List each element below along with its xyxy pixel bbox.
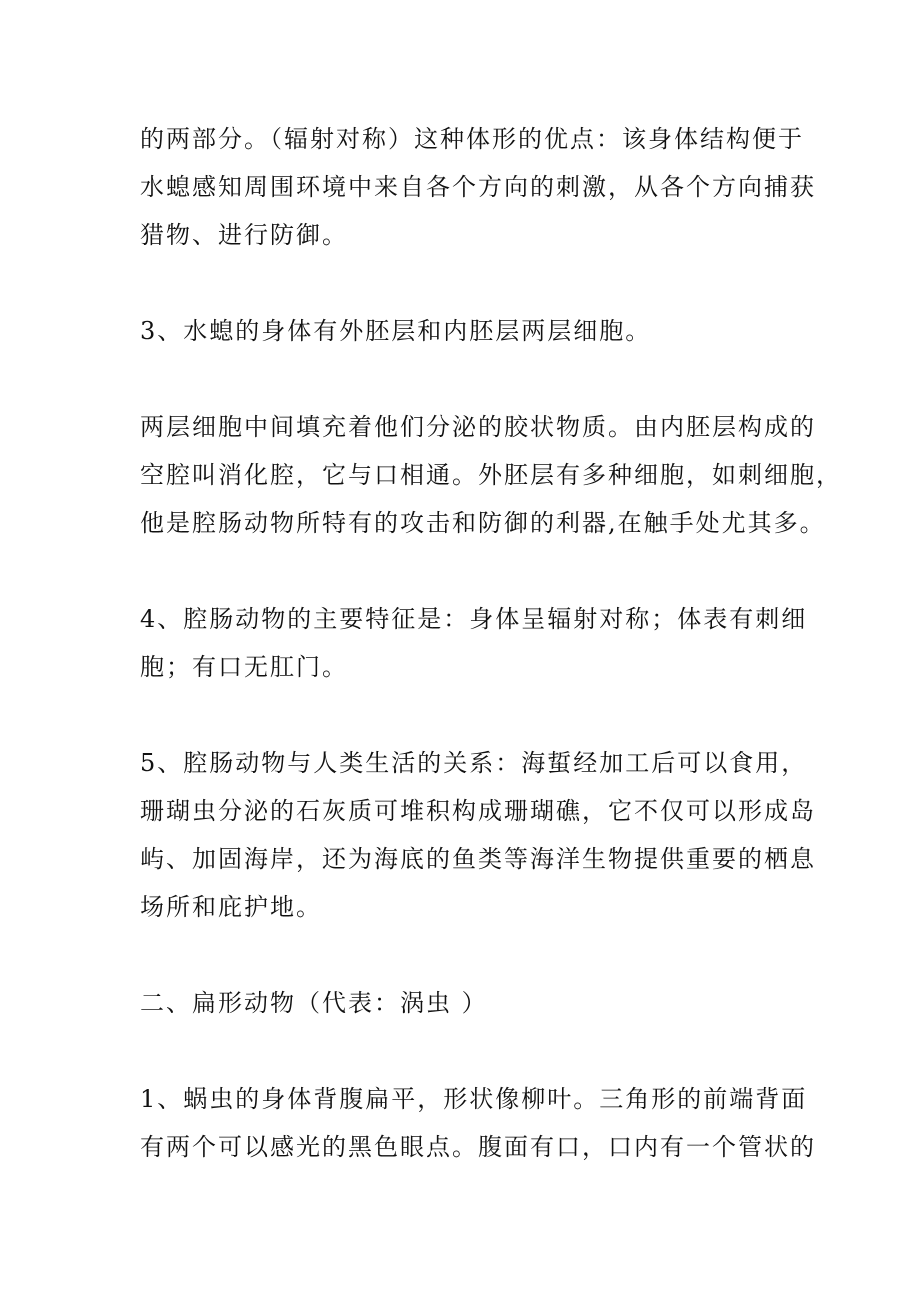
section-heading-flatworms — [140, 979, 790, 1027]
text-line: 他是腔肠动物所特有的攻击和防御的利器,在触手处尤其多。 — [140, 509, 826, 537]
paragraph-coelenterate-features — [140, 595, 808, 691]
text-line: 4、腔肠动物的主要特征是：身体呈辐射对称；体表有刺细 — [140, 605, 808, 633]
text-line: 胞；有口无肛门。 — [140, 653, 348, 681]
text-line: 有两个可以感光的黑色眼点。腹面有口，口内有一个管状的 — [140, 1133, 816, 1161]
text-line: 场所和庇护地。 — [140, 893, 322, 921]
text-line: 1、蜗虫的身体背腹扁平，形状像柳叶。三角形的前端背面 — [140, 1085, 808, 1113]
paragraph-cell-layers — [140, 403, 842, 547]
text-line: 3、水螅的身体有外胚层和内胚层两层细胞。 — [140, 317, 652, 345]
text-line: 屿、加固海岸，还为海底的鱼类等海洋生物提供重要的栖息 — [140, 845, 816, 873]
paragraph-radial-symmetry — [140, 115, 816, 259]
text-line: 珊瑚虫分泌的石灰质可堆积构成珊瑚礁，它不仅可以形成岛 — [140, 797, 816, 825]
paragraph-hydra-layers — [140, 307, 790, 355]
paragraph-human-relation — [140, 739, 816, 931]
text-line: 5、腔肠动物与人类生活的关系：海蜇经加工后可以食用， — [140, 749, 808, 777]
paragraph-planarian-body — [140, 1075, 816, 1171]
text-line: 水螅感知周围环境中来自各个方向的刺激，从各个方向捕获 — [140, 173, 816, 201]
text-line: 二、扁形动物（代表：涡虫 ） — [140, 989, 488, 1017]
text-line: 空腔叫消化腔，它与口相通。外胚层有多种细胞，如刺细胞， — [140, 461, 842, 489]
text-line: 的两部分。（辐射对称）这种体形的优点：该身体结构便于 — [140, 125, 804, 153]
text-line: 猎物、进行防御。 — [140, 221, 348, 249]
text-line: 两层细胞中间填充着他们分泌的胶状物质。由内胚层构成的 — [140, 413, 816, 441]
